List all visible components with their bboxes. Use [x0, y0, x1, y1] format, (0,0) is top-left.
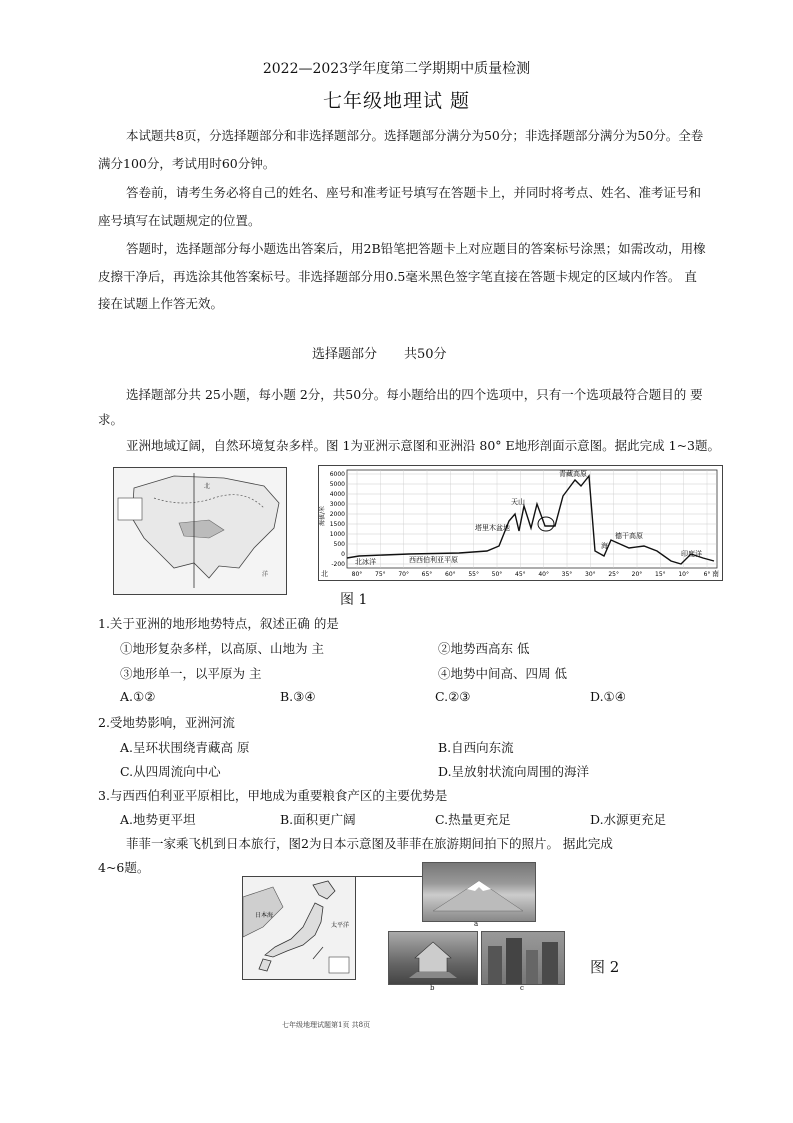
asia-map-drawing: [114, 468, 286, 594]
q2-option-b: B.自西向东流: [438, 740, 514, 755]
question-stem-4-6-line2: 4~6题。: [98, 860, 150, 875]
q1-stem: 1.关于亚洲的地形地势特点，叙述正确 的是: [98, 616, 339, 631]
photo-c-label: c: [520, 984, 524, 992]
instruction-1-line1: 本试题共8页，分选择题部分和非选择题部分。选择题部分满分为50分；非选择题部分满分为50分。全卷: [126, 128, 704, 143]
terrain-profile-svg: [319, 466, 722, 580]
y-tick-label: 2000: [329, 511, 345, 518]
connector-line-top: [354, 876, 422, 877]
q3-stem: 3.与西西伯利亚平原相比，甲地成为重要粮食产区的主要优势是: [98, 788, 448, 803]
x-tick-label: 6°: [703, 571, 711, 578]
exam-title: 2022—2023学年度第二学期期中质量检测: [262, 61, 531, 77]
q3-option-d: D.水源更充足: [590, 812, 667, 827]
label-siberia: 西西伯利亚平原: [409, 556, 458, 564]
label-qinghai: 青藏高原: [559, 470, 587, 478]
q2-option-a: A.呈环状围绕青藏高 原: [120, 740, 250, 755]
svg-text:洋: 洋: [262, 571, 269, 578]
terrain-profile-chart: [318, 465, 723, 581]
label-tianshan: 天山: [511, 498, 525, 506]
mountain-icon: [423, 863, 535, 921]
instruction-3-line3: 接在试题上作答无效。: [98, 296, 224, 311]
castle-icon: [389, 932, 477, 984]
label-north: 北: [321, 570, 328, 578]
y-tick-label: 1500: [329, 521, 345, 528]
y-tick-label: 6000: [329, 471, 345, 478]
buildings-icon: [482, 932, 564, 984]
figure-1-caption: 图 1: [340, 592, 368, 608]
photo-b-castle: [388, 931, 478, 985]
question-stem-1-3: 亚洲地域辽阔，自然环境复杂多样。图 1为亚洲示意图和亚洲沿 80° E地形剖面示意图。据此完成 1~3题。: [126, 438, 721, 453]
svg-text:北: 北: [204, 483, 211, 490]
x-tick-label: 10°: [678, 571, 689, 578]
y-tick-label: -200: [331, 561, 345, 568]
instruction-1-line2: 满分100分，考试用时60分钟。: [98, 156, 276, 171]
x-tick-label: 25°: [608, 571, 619, 578]
q1-option-d: D.①④: [590, 689, 626, 704]
x-tick-label: 80°: [351, 571, 363, 578]
q1-item-1: ①地形复杂多样，以高原、山地为 主: [120, 641, 324, 656]
q1-option-c: C.②③: [435, 689, 471, 704]
photo-c-city: [481, 931, 565, 985]
q2-option-c: C.从四周流向中心: [120, 764, 221, 779]
x-tick-label: 45°: [515, 571, 526, 578]
x-tick-label: 40°: [538, 571, 549, 578]
q2-option-d: D.呈放射状流向周围的海洋: [438, 764, 590, 779]
label-pacific: 太平洋: [331, 922, 350, 929]
photo-a-mount-fuji: [422, 862, 536, 922]
instruction-3-line2: 皮擦干净后，再选涂其他答案标号。非选择题部分用0.5毫米黑色签字笔直接在答题卡规定的区域内作答。 直: [98, 269, 697, 284]
question-stem-4-6-line1: 菲菲一家乘飞机到日本旅行，图2为日本示意图及菲菲在旅游期间拍下的照片。 据此完成: [126, 836, 613, 851]
x-tick-label: 20°: [631, 571, 643, 578]
label-tarim: 塔里木盆地: [475, 524, 510, 532]
y-tick-label: 4000: [329, 491, 345, 498]
x-tick-label: 15°: [655, 571, 666, 578]
label-arctic: 北冰洋: [355, 558, 376, 566]
photo-a-label: a: [474, 920, 479, 928]
q2-stem: 2.受地势影响，亚洲河流: [98, 715, 235, 730]
y-tick-label: 500: [333, 541, 345, 548]
figure-2-caption: 图 2: [590, 958, 620, 976]
y-tick-label: 5000: [329, 481, 345, 488]
label-south: 南: [712, 570, 719, 578]
q1-option-b: B.③④: [280, 689, 316, 704]
q3-option-c: C.热量更充足: [435, 812, 511, 827]
japan-map-drawing: [243, 877, 355, 979]
asia-map: [113, 467, 287, 595]
q1-item-3: ③地形单一，以平原为 主: [120, 666, 262, 681]
x-tick-label: 75°: [375, 571, 386, 578]
section-title: 选择题部分: [312, 347, 378, 362]
page-footer: 七年级地理试题第1页 共8页: [282, 1021, 371, 1029]
instruction-3-line1: 答题时，选择题部分每小题选出答案后，用2B铅笔把答题卡上对应题目的答案标号涂黑；如需改动，用橡: [126, 241, 706, 256]
label-sea-of-japan: 日本海: [255, 912, 274, 919]
instruction-2-line2: 座号填写在试题规定的位置。: [98, 213, 261, 228]
photo-b-label: b: [430, 984, 435, 992]
terrain-profile-line: [347, 476, 714, 564]
y-tick-label: 1000: [329, 531, 345, 538]
label-deccan: 德干高原: [615, 532, 643, 540]
x-tick-label: 70°: [398, 571, 409, 578]
y-tick-label: 0: [341, 551, 345, 558]
q1-item-4: ④地势中间高、四周 低: [438, 666, 567, 681]
x-tick-label: 35°: [561, 571, 573, 578]
y-axis-label: 海拔/米: [319, 505, 326, 526]
q3-option-a: A.地势更平坦: [120, 812, 196, 827]
x-tick-label: 30°: [585, 571, 596, 578]
label-sea: 海: [601, 542, 608, 550]
y-tick-label: 3000: [329, 501, 345, 508]
subject-title: 七年级地理试 题: [322, 90, 471, 112]
profile-frame: [347, 470, 717, 568]
section-intro-line2: 求。: [98, 412, 124, 427]
q1-item-2: ②地势西高东 低: [438, 641, 530, 656]
section-intro-line1: 选择题部分共 25小题，每小题 2分，共50分。每小题给出的四个选项中，只有一个选项最符合题目的 要: [126, 387, 703, 402]
japan-map: [242, 876, 356, 980]
x-tick-label: 60°: [445, 571, 456, 578]
label-indian: 印度洋: [681, 550, 702, 558]
section-score: 共50分: [404, 347, 447, 362]
q1-option-a: A.①②: [120, 689, 156, 704]
instruction-2-line1: 答卷前，请考生务必将自己的姓名、座号和准考证号填写在答题卡上，并同时将考点、姓名、准考证号和: [126, 185, 702, 200]
x-tick-label: 65°: [421, 571, 433, 578]
x-tick-label: 55°: [468, 571, 479, 578]
q3-option-b: B.面积更广阔: [280, 812, 356, 827]
x-tick-label: 50°: [491, 571, 503, 578]
